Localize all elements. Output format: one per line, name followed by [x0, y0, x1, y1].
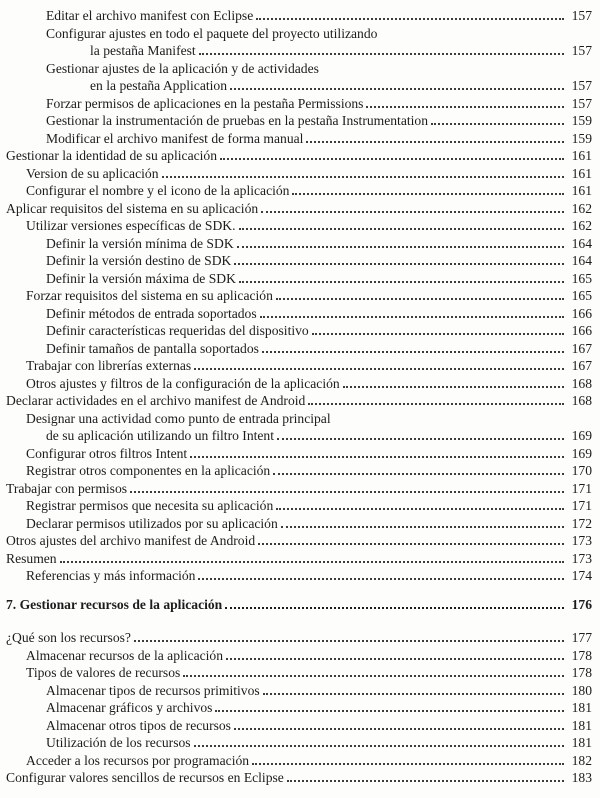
- toc-entry: [4, 340, 592, 358]
- toc-entry: [4, 717, 592, 735]
- toc-entry-title: Configurar ajustes en todo el paquete del proyecto utilizando: [46, 25, 378, 41]
- dotted-leader: [199, 53, 564, 55]
- toc-entry-title: Registrar otros componentes en la aplicación: [26, 463, 271, 478]
- toc-entry-title: Almacenar otros tipos de recursos: [46, 717, 231, 733]
- toc-entry-page-number: 178: [571, 647, 592, 663]
- toc-entry-page-number: 167: [571, 358, 592, 373]
- dotted-leader: [134, 640, 564, 642]
- toc-entry: [4, 769, 592, 787]
- dotted-leader: [239, 228, 564, 230]
- toc-entry-page-number: 167: [571, 340, 592, 356]
- toc-entry: [4, 462, 592, 480]
- toc-entry-page-number: 162: [571, 200, 592, 216]
- toc-entry: [4, 752, 592, 770]
- dotted-leader: [276, 508, 564, 510]
- toc-entry: [4, 322, 592, 340]
- toc-entry: [4, 445, 592, 463]
- toc-entry-title: Modificar el archivo manifest de forma manual: [46, 130, 304, 146]
- toc-entry-title: Almacenar gráficos y archivos: [46, 700, 213, 715]
- toc-entry-title: Almacenar tipos de recursos primitivos: [46, 682, 260, 698]
- toc-entry-title: Gestionar la instrumentación de pruebas en la pestaña Instrumentation: [46, 113, 429, 128]
- toc-entry-title: Gestionar la identidad de su aplicación: [6, 148, 218, 163]
- toc-entry: [4, 130, 592, 148]
- dotted-leader: [292, 193, 564, 195]
- toc-entry: [4, 77, 592, 95]
- toc-chapter-entry: [4, 596, 592, 614]
- dotted-leader: [258, 543, 564, 545]
- toc-entry: [4, 235, 592, 253]
- toc-entry-page-number: 157: [571, 95, 592, 111]
- dotted-leader: [60, 561, 564, 563]
- toc-entry-page-number: 166: [571, 323, 592, 338]
- dotted-leader: [260, 316, 564, 318]
- dotted-leader: [276, 298, 564, 300]
- dotted-leader: [215, 710, 564, 712]
- toc-entry-title: Definir la versión mínima de SDK: [46, 235, 234, 251]
- toc-entry-title: la pestaña Manifest: [90, 43, 196, 58]
- toc-entry-page-number: 157: [571, 43, 592, 58]
- toc-entry-page-number: 171: [571, 480, 592, 496]
- toc-entry-page-number: 159: [571, 130, 592, 146]
- toc-entry: [4, 734, 592, 752]
- toc-entry-title: Editar el archivo manifest con Eclipse: [46, 8, 254, 23]
- toc-entry: [4, 7, 592, 25]
- toc-entry-page-number: 180: [571, 682, 592, 698]
- toc-entry-page-number: 164: [571, 253, 592, 268]
- toc-entry-title: Trabajar con librerías externas: [26, 358, 192, 373]
- toc-entry: [4, 252, 592, 270]
- toc-entry: [4, 217, 592, 235]
- dotted-leader: [306, 141, 564, 143]
- toc-entry-title: Tipos de valores de recursos: [26, 665, 181, 680]
- toc-entry: [4, 480, 592, 498]
- dotted-leader: [343, 386, 564, 388]
- toc-entry-page-number: 173: [571, 533, 592, 548]
- toc-entry: [4, 515, 592, 533]
- toc-entry-title: Configurar el nombre y el icono de la aplicación: [26, 183, 290, 198]
- toc-entry: [4, 357, 592, 375]
- dotted-leader: [220, 158, 564, 160]
- toc-entry-title: Definir métodos de entrada soportados: [46, 305, 257, 321]
- dotted-leader: [226, 658, 564, 660]
- toc-entry-page-number: 165: [571, 270, 592, 286]
- toc-entry-page-number: 162: [571, 218, 592, 233]
- dotted-leader: [287, 780, 564, 782]
- dotted-leader: [234, 263, 564, 265]
- dotted-leader: [308, 403, 564, 405]
- dotted-leader: [281, 526, 564, 528]
- toc-entry-title: Referencias y más información: [26, 568, 196, 583]
- toc-entry-page-number: 182: [571, 752, 592, 768]
- toc-entry-page-number: 159: [571, 113, 592, 128]
- toc-entry-title: Otros ajustes y filtros de la configuración de la aplicación: [26, 375, 340, 391]
- toc-entry-title: Utilizar versiones específicas de SDK.: [26, 218, 236, 233]
- dotted-leader: [190, 456, 564, 458]
- toc-entry-title: Definir características requeridas del dispositivo: [46, 323, 309, 338]
- toc-entry-title: Designar una actividad como punto de entrada principal: [26, 410, 331, 426]
- toc-entry-page-number: 181: [571, 700, 592, 715]
- toc-entry: [4, 410, 592, 428]
- toc-entry: [4, 392, 592, 410]
- toc-entry-title: en la pestaña Application: [90, 78, 228, 93]
- dotted-leader: [162, 176, 565, 178]
- toc-entry-page-number: 164: [571, 235, 592, 251]
- toc-entry-title: ¿Qué son los recursos?: [6, 630, 131, 645]
- toc-entry-page-number: 169: [571, 445, 592, 461]
- toc-entry-title: Forzar permisos de aplicaciones en la pestaña Permissions: [46, 95, 364, 111]
- dotted-leader: [194, 745, 564, 747]
- toc-entry-title: Definir tamaños de pantalla soportados: [46, 340, 259, 356]
- dotted-leader: [237, 246, 564, 248]
- dotted-leader: [252, 763, 564, 765]
- dotted-leader: [277, 438, 564, 440]
- toc-entry-page-number: 181: [571, 717, 592, 733]
- toc-entry-page-number: 168: [571, 393, 592, 408]
- dotted-leader: [273, 473, 564, 475]
- dotted-leader: [263, 693, 564, 695]
- toc-entry-page-number: 157: [571, 8, 592, 23]
- toc-entry: [4, 375, 592, 393]
- dotted-leader: [194, 368, 564, 370]
- dotted-leader: [234, 728, 564, 730]
- toc-entry: [4, 60, 592, 78]
- dotted-leader: [198, 578, 564, 580]
- toc-entry-page-number: 161: [571, 148, 592, 163]
- toc-entry: [4, 567, 592, 585]
- dotted-leader: [261, 211, 564, 213]
- toc-entry-page-number: 172: [571, 515, 592, 531]
- dotted-leader: [130, 491, 564, 493]
- toc-entry: [4, 647, 592, 665]
- toc-entry-title: Definir la versión destino de SDK: [46, 253, 232, 268]
- toc-entry-page-number: 170: [571, 463, 592, 478]
- toc-entry-title: Utilización de los recursos: [46, 735, 191, 750]
- toc-entry-page-number: 174: [571, 568, 592, 583]
- toc-entry-page-number: 166: [571, 305, 592, 321]
- toc-entry: [4, 664, 592, 682]
- toc-entry-title: Version de su aplicación: [26, 165, 159, 181]
- toc-entry-title: Almacenar recursos de la aplicación: [26, 647, 224, 663]
- dotted-leader: [431, 123, 564, 125]
- toc-entry: [4, 182, 592, 200]
- toc-entry-page-number: 183: [571, 770, 592, 785]
- toc-entry-title: Registrar permisos que necesita su aplicación: [26, 498, 274, 513]
- toc-entry: [4, 25, 592, 43]
- toc-entry: [4, 42, 592, 60]
- toc-entry: [4, 305, 592, 323]
- toc-entry-page-number: 171: [571, 498, 592, 513]
- toc-entry: [4, 699, 592, 717]
- toc-entry: [4, 200, 592, 218]
- toc-entry: [4, 682, 592, 700]
- toc-entry-page-number: 161: [571, 183, 592, 198]
- dotted-leader: [230, 88, 564, 90]
- toc-entry-title: Declarar actividades en el archivo manifest de Android: [6, 393, 306, 408]
- toc-entry-title: de su aplicación utilizando un filtro Intent: [46, 428, 275, 443]
- dotted-leader: [312, 333, 564, 335]
- dotted-leader: [225, 607, 564, 609]
- toc-entry: [4, 147, 592, 165]
- toc-entry-title: Configurar otros filtros Intent: [26, 445, 188, 461]
- toc-entry-title: 7. Gestionar recursos de la aplicación: [6, 596, 223, 612]
- toc-entry: [4, 550, 592, 568]
- dotted-leader: [262, 351, 564, 353]
- toc-list: [4, 7, 592, 787]
- toc-entry-page-number: 177: [571, 630, 592, 645]
- toc-entry-page-number: 168: [571, 375, 592, 391]
- toc-entry-title: Resumen: [6, 550, 57, 566]
- toc-entry: [4, 629, 592, 647]
- toc-entry: [4, 112, 592, 130]
- toc-entry-title: Configurar valores sencillos de recursos en Eclipse: [6, 770, 284, 785]
- toc-entry-title: Acceder a los recursos por programación: [26, 752, 250, 768]
- toc-entry: [4, 95, 592, 113]
- toc-entry: [4, 270, 592, 288]
- toc-entry: [4, 165, 592, 183]
- toc-entry-page-number: 161: [571, 165, 592, 181]
- toc-entry-title: Forzar requisitos del sistema en su aplicación: [26, 288, 273, 303]
- toc-entry-title: Gestionar ajustes de la aplicación y de actividades: [46, 60, 319, 76]
- toc-entry-title: Declarar permisos utilizados por su aplicación: [26, 515, 278, 531]
- toc-entry-page-number: 157: [571, 78, 592, 93]
- toc-entry-page-number: 181: [571, 735, 592, 750]
- dotted-leader: [183, 675, 564, 677]
- toc-entry-page-number: 165: [571, 288, 592, 303]
- toc-entry: [4, 532, 592, 550]
- toc-entry-page-number: 173: [571, 550, 592, 566]
- toc-entry-title: Definir la versión máxima de SDK: [46, 270, 236, 286]
- dotted-leader: [256, 18, 564, 20]
- toc-entry: [4, 497, 592, 515]
- toc-entry-page-number: 176: [571, 596, 592, 612]
- toc-entry-page-number: 169: [571, 428, 592, 443]
- toc-entry-title: Trabajar con permisos: [6, 480, 128, 496]
- dotted-leader: [366, 106, 564, 108]
- toc-entry: [4, 287, 592, 305]
- toc-entry: [4, 427, 592, 445]
- dotted-leader: [239, 281, 564, 283]
- toc-entry-page-number: 178: [571, 665, 592, 680]
- toc-entry-title: Otros ajustes del archivo manifest de Android: [6, 533, 256, 548]
- toc-entry-title: Aplicar requisitos del sistema en su aplicación: [6, 200, 259, 216]
